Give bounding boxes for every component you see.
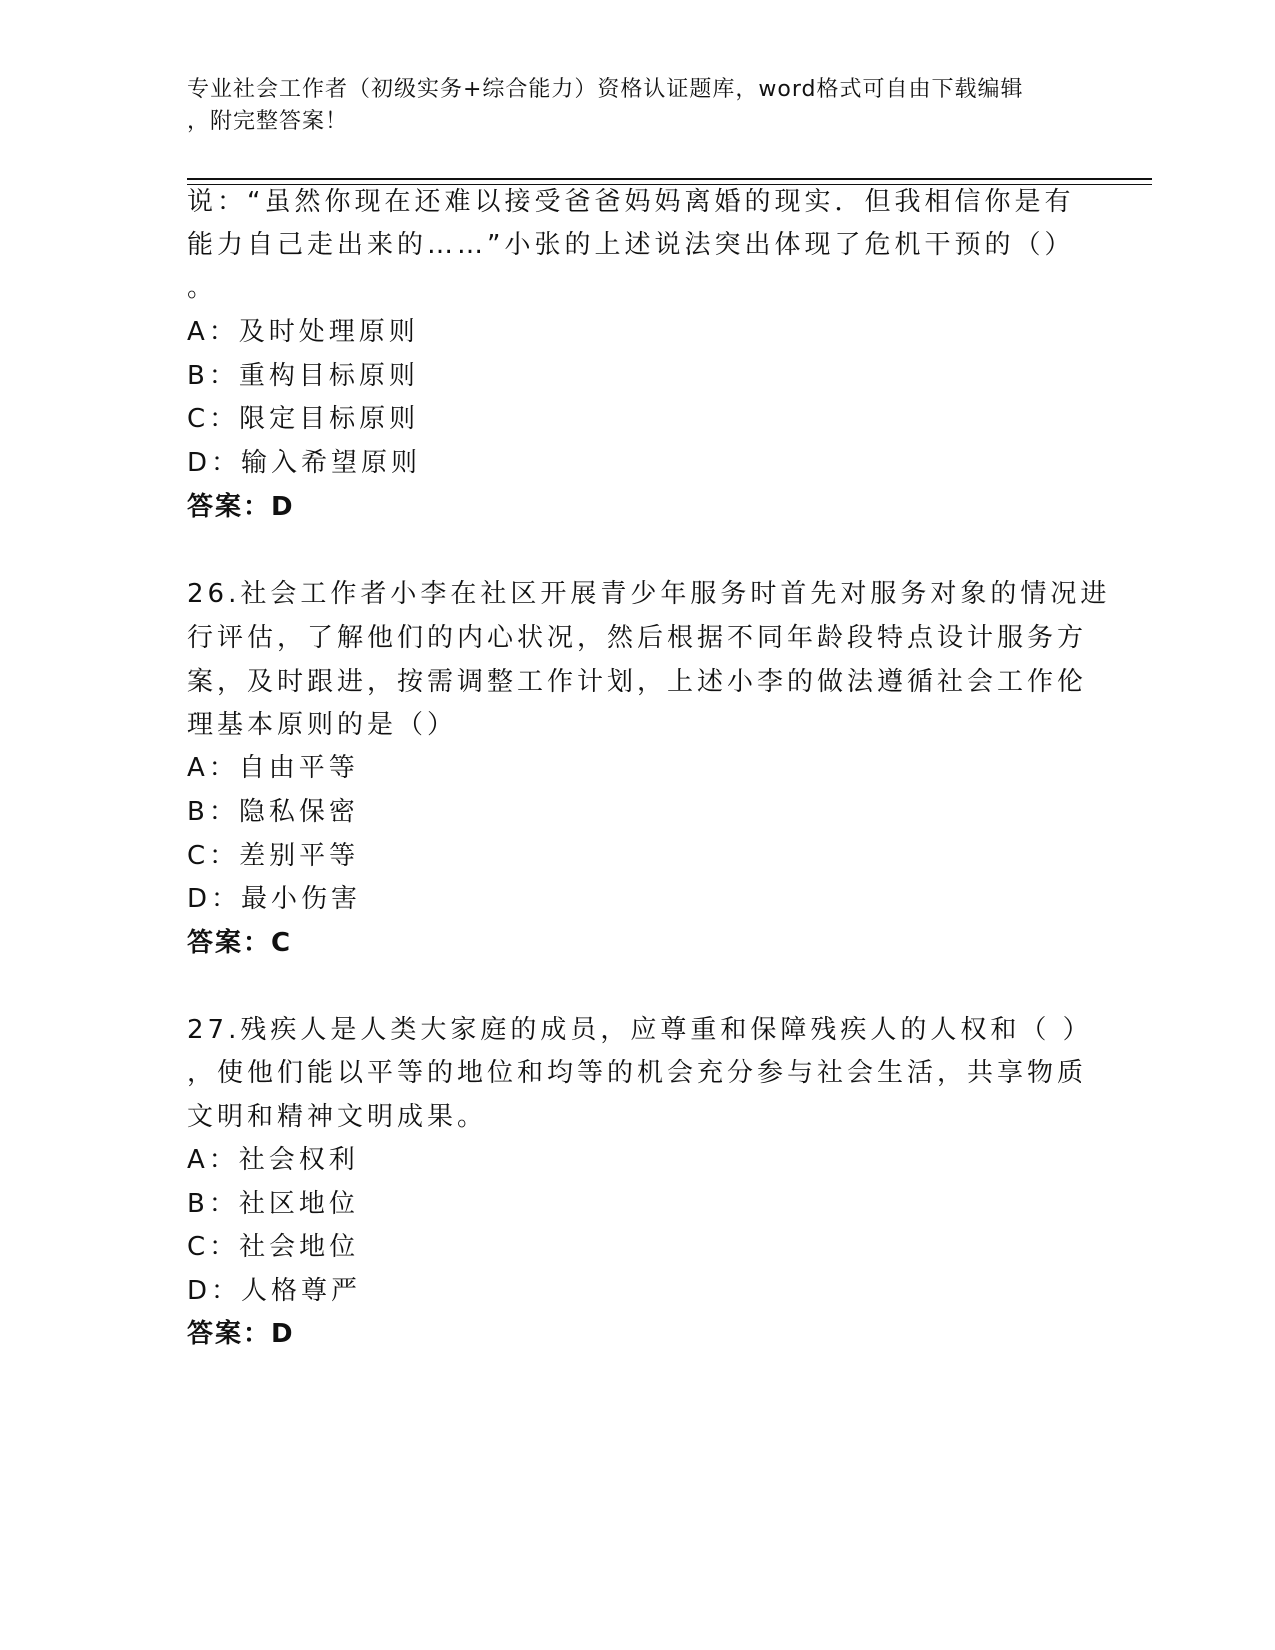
question-27-text-line-2: ，使他们能以平等的地位和均等的机会充分参与社会生活，共享物质 bbox=[187, 1058, 1088, 1088]
question-25-option-d: D：输入希望原则 bbox=[187, 448, 422, 478]
question-25-option-c: C：限定目标原则 bbox=[187, 404, 420, 434]
question-27-option-a: A：社会权利 bbox=[187, 1145, 359, 1175]
question-26-text-line-1: 26.社会工作者小李在社区开展青少年服务时首先对服务对象的情况进 bbox=[187, 579, 1111, 609]
document-header bbox=[187, 74, 1087, 138]
question-27-option-d: D：人格尊严 bbox=[187, 1276, 362, 1306]
question-25-answer: 答案：D bbox=[187, 492, 295, 522]
header-divider-thick bbox=[187, 178, 1152, 180]
question-26-answer: 答案：C bbox=[187, 928, 293, 958]
question-27-text-line-3: 文明和精神文明成果。 bbox=[187, 1102, 488, 1132]
question-26-option-b: B：隐私保密 bbox=[187, 797, 359, 827]
question-26-option-d: D：最小伤害 bbox=[187, 884, 362, 914]
header-title-line-2: ，附完整答案！ bbox=[187, 109, 349, 134]
question-27-option-c: C：社会地位 bbox=[187, 1232, 360, 1262]
question-25-option-a: A：及时处理原则 bbox=[187, 317, 419, 347]
question-27-option-b: B：社区地位 bbox=[187, 1189, 359, 1219]
header-title-line-1: 专业社会工作者（初级实务+综合能力）资格认证题库，word格式可自由下载编辑 bbox=[187, 77, 1024, 102]
question-26-option-a: A：自由平等 bbox=[187, 753, 359, 783]
question-25-text-line-1: 说：“虽然你现在还难以接受爸爸妈妈离婚的现实．但我相信你是有 bbox=[187, 187, 1075, 217]
question-25-text-line-3: 。 bbox=[187, 273, 218, 303]
question-26-text-line-3: 案，及时跟进，按需调整工作计划，上述小李的做法遵循社会工作伦 bbox=[187, 667, 1088, 697]
question-25-option-b: B：重构目标原则 bbox=[187, 361, 419, 391]
question-25-text-line-2: 能力自己走出来的……”小张的上述说法突出体现了危机干预的（） bbox=[187, 230, 1075, 260]
question-26-option-c: C：差别平等 bbox=[187, 841, 360, 871]
question-27-text-line-1: 27.残疾人是人类大家庭的成员，应尊重和保障残疾人的人权和（ ） bbox=[187, 1015, 1093, 1045]
question-27-answer: 答案：D bbox=[187, 1319, 295, 1349]
question-26-text-line-4: 理基本原则的是（） bbox=[187, 710, 458, 740]
question-26-text-line-2: 行评估，了解他们的内心状况，然后根据不同年龄段特点设计服务方 bbox=[187, 623, 1088, 653]
